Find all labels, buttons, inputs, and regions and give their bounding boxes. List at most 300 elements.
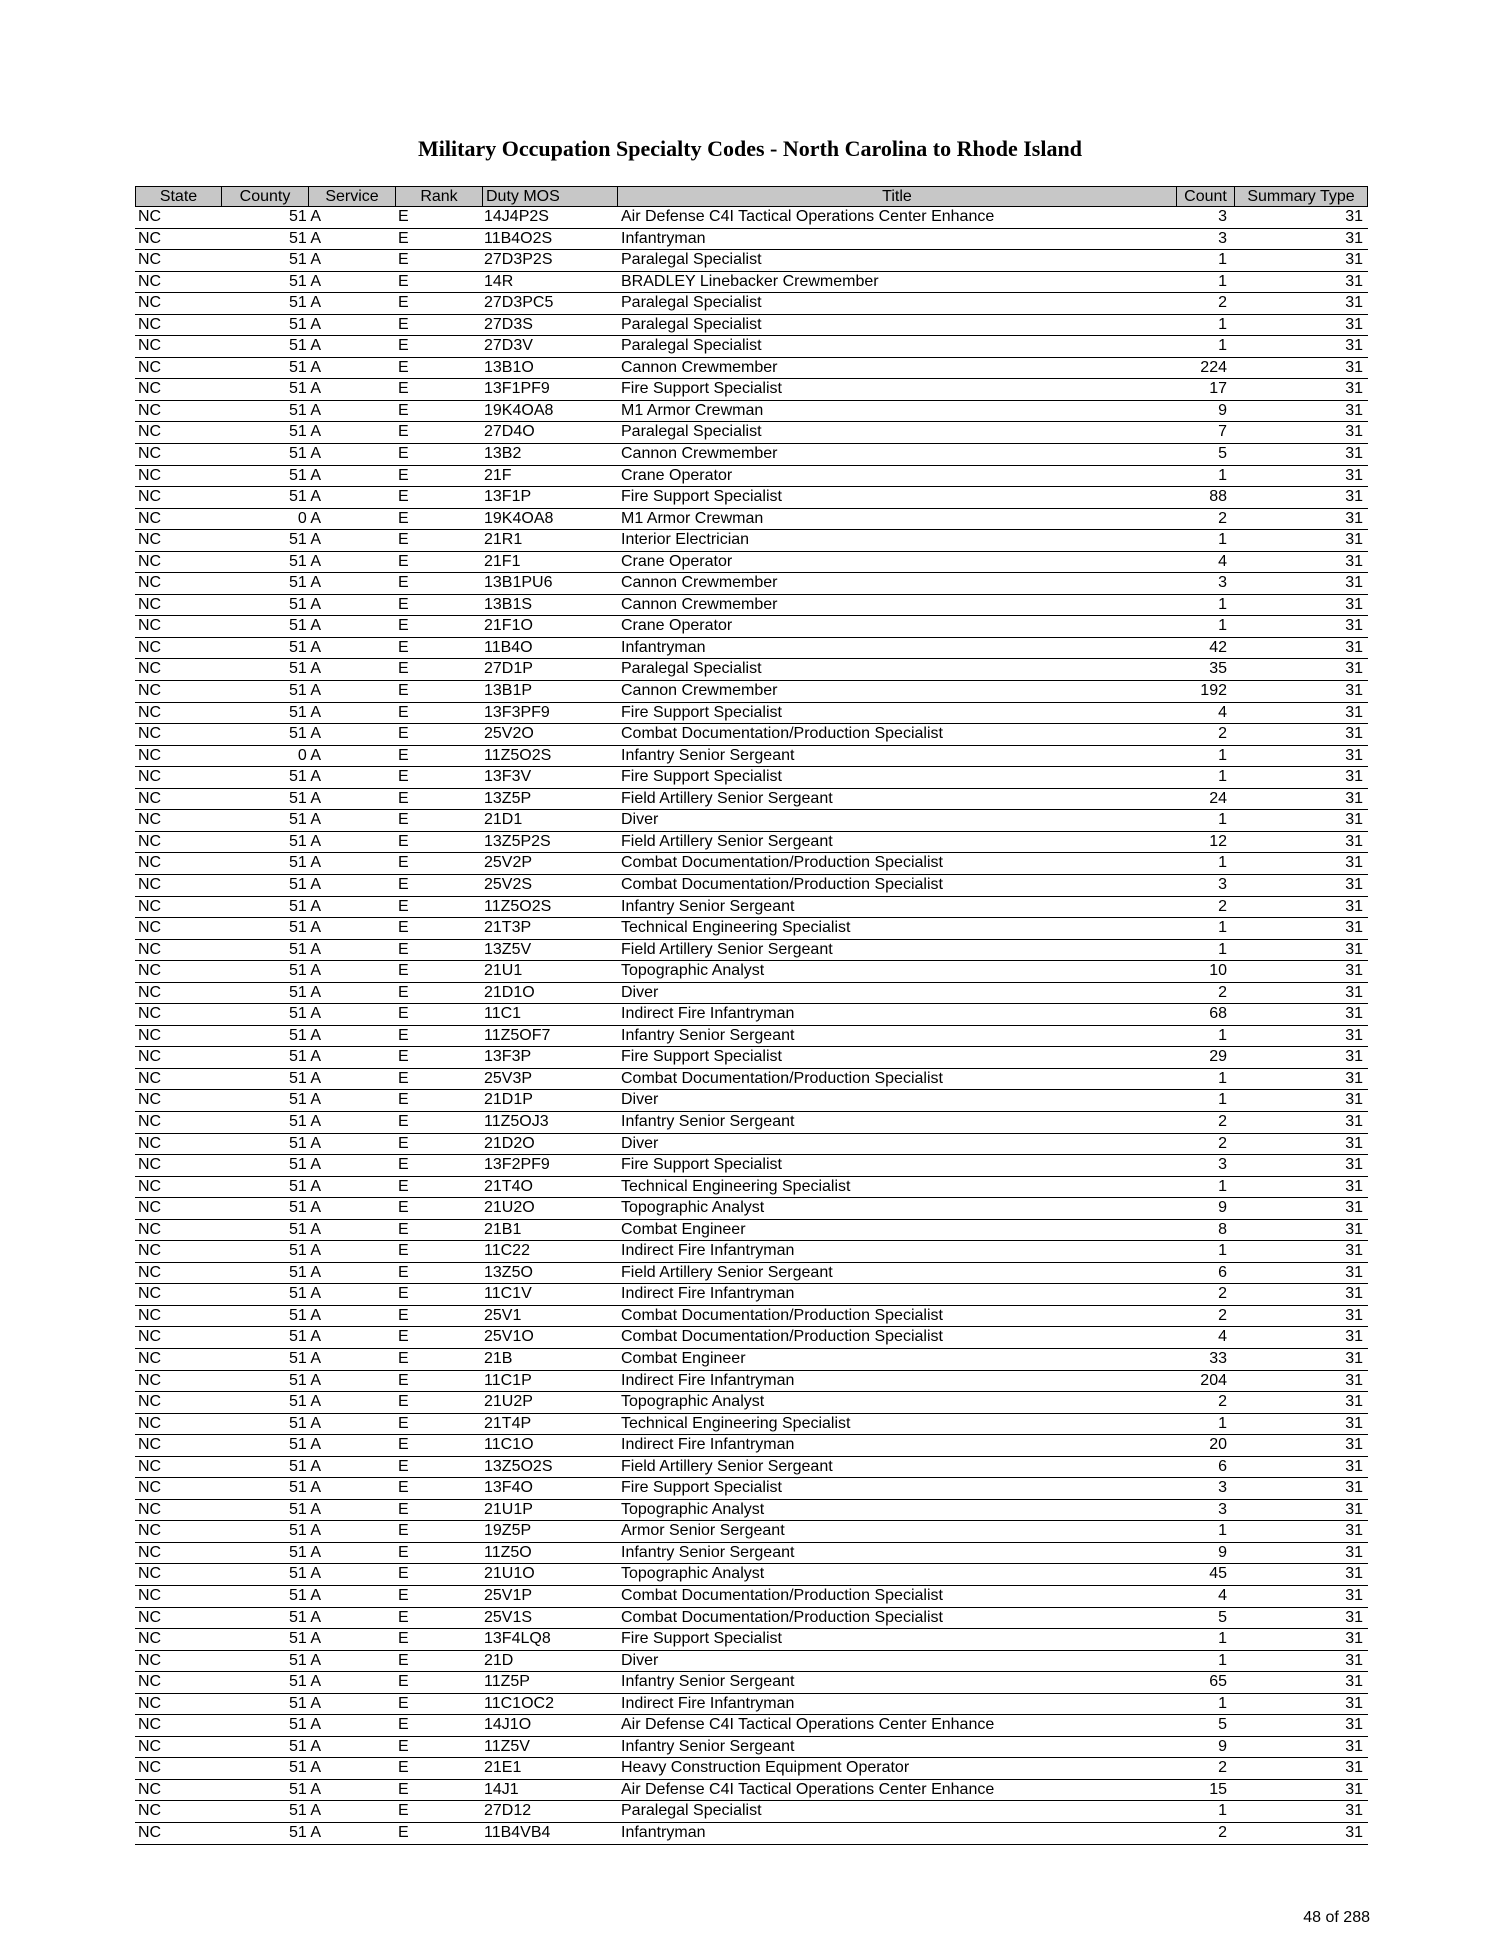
cell-summary-type: 31 — [1345, 703, 1363, 721]
table-row — [135, 789, 1368, 811]
cell-duty-mos: 27D3S — [484, 315, 533, 333]
cell-summary-type: 31 — [1345, 1414, 1363, 1432]
cell-count: 3 — [1218, 1156, 1227, 1174]
cell-duty-mos: 21F — [484, 466, 512, 484]
cell-duty-mos: 21U1O — [484, 1565, 535, 1583]
cell-county-service: 51 A — [288, 1673, 321, 1691]
cell-count: 4 — [1218, 552, 1227, 570]
cell-duty-mos: 11Z5O — [484, 1543, 532, 1561]
cell-county-service: 51 A — [288, 1306, 321, 1324]
cell-count: 10 — [1209, 962, 1227, 980]
cell-title: Cannon Crewmember — [621, 358, 778, 376]
cell-summary-type: 31 — [1345, 401, 1363, 419]
table-row — [135, 1758, 1368, 1780]
cell-rank: E — [398, 531, 409, 549]
cell-rank: E — [398, 1134, 409, 1152]
table-row — [135, 1306, 1368, 1328]
cell-count: 88 — [1209, 488, 1227, 506]
table-row — [135, 1564, 1368, 1586]
cell-duty-mos: 25V1S — [484, 1608, 533, 1626]
cell-summary-type: 31 — [1345, 272, 1363, 290]
cell-county-service: 51 A — [288, 380, 321, 398]
cell-state: NC — [138, 768, 162, 786]
cell-summary-type: 31 — [1345, 1780, 1363, 1798]
cell-rank: E — [398, 962, 409, 980]
table-row — [135, 638, 1368, 660]
cell-summary-type: 31 — [1345, 1393, 1363, 1411]
cell-rank: E — [398, 1716, 409, 1734]
cell-summary-type: 31 — [1345, 595, 1363, 613]
cell-title: Fire Support Specialist — [621, 488, 782, 506]
cell-summary-type: 31 — [1345, 1156, 1363, 1174]
cell-county-service: 51 A — [288, 1824, 321, 1842]
cell-duty-mos: 21T3P — [484, 919, 532, 937]
cell-summary-type: 31 — [1345, 466, 1363, 484]
cell-summary-type: 31 — [1345, 1285, 1363, 1303]
cell-state: NC — [138, 1285, 162, 1303]
cell-duty-mos: 21F1 — [484, 552, 521, 570]
cell-count: 3 — [1218, 1479, 1227, 1497]
cell-count: 1 — [1218, 1651, 1227, 1669]
cell-duty-mos: 11Z5OF7 — [484, 1026, 551, 1044]
cell-count: 7 — [1218, 423, 1227, 441]
table-row — [135, 229, 1368, 251]
cell-state: NC — [138, 1199, 162, 1217]
table-row — [135, 918, 1368, 940]
cell-title: Indirect Fire Infantryman — [621, 1242, 795, 1260]
cell-duty-mos: 27D3P2S — [484, 251, 553, 269]
table-row — [135, 659, 1368, 681]
cell-state: NC — [138, 660, 162, 678]
cell-county-service: 51 A — [288, 811, 321, 829]
cell-county-service: 51 A — [288, 1759, 321, 1777]
cell-title: Technical Engineering Specialist — [621, 1177, 851, 1195]
table-row — [135, 1651, 1368, 1673]
cell-county-service: 51 A — [288, 1069, 321, 1087]
cell-title: Technical Engineering Specialist — [621, 1414, 851, 1432]
cell-count: 1 — [1218, 1694, 1227, 1712]
table-row — [135, 897, 1368, 919]
cell-summary-type: 31 — [1345, 1134, 1363, 1152]
column-header-title: Title — [618, 187, 1177, 206]
table-header — [135, 186, 1368, 207]
cell-state: NC — [138, 1177, 162, 1195]
cell-duty-mos: 21U1 — [484, 962, 523, 980]
cell-count: 35 — [1209, 660, 1227, 678]
cell-duty-mos: 13Z5P — [484, 789, 532, 807]
cell-count: 1 — [1218, 1026, 1227, 1044]
cell-county-service: 51 A — [288, 832, 321, 850]
cell-duty-mos: 21D2O — [484, 1134, 535, 1152]
cell-count: 2 — [1218, 294, 1227, 312]
cell-rank: E — [398, 1112, 409, 1130]
cell-duty-mos: 13F4O — [484, 1479, 533, 1497]
cell-rank: E — [398, 1069, 409, 1087]
cell-state: NC — [138, 445, 162, 463]
cell-count: 3 — [1218, 574, 1227, 592]
cell-county-service: 51 A — [288, 1651, 321, 1669]
cell-rank: E — [398, 1673, 409, 1691]
table-row — [135, 1521, 1368, 1543]
cell-title: Paralegal Specialist — [621, 423, 762, 441]
cell-county-service: 51 A — [288, 897, 321, 915]
cell-count: 1 — [1218, 531, 1227, 549]
cell-count: 2 — [1218, 1285, 1227, 1303]
cell-summary-type: 31 — [1345, 208, 1363, 225]
cell-count: 20 — [1209, 1436, 1227, 1454]
cell-county-service: 51 A — [288, 1026, 321, 1044]
cell-state: NC — [138, 1112, 162, 1130]
cell-duty-mos: 13B1O — [484, 358, 534, 376]
cell-title: Field Artillery Senior Sergeant — [621, 789, 833, 807]
cell-county-service: 0 A — [297, 746, 321, 764]
cell-summary-type: 31 — [1345, 1371, 1363, 1389]
cell-count: 1 — [1218, 251, 1227, 269]
cell-duty-mos: 11C1OC2 — [484, 1694, 554, 1712]
table-row — [135, 207, 1368, 229]
cell-title: Crane Operator — [621, 552, 733, 570]
cell-title: Infantry Senior Sergeant — [621, 1737, 795, 1755]
cell-summary-type: 31 — [1345, 1587, 1363, 1604]
table-row — [135, 1198, 1368, 1220]
cell-title: Paralegal Specialist — [621, 660, 762, 678]
table-row — [135, 1134, 1368, 1156]
cell-county-service: 51 A — [288, 1436, 321, 1454]
cell-rank: E — [398, 445, 409, 463]
cell-state: NC — [138, 1608, 162, 1626]
cell-county-service: 51 A — [288, 854, 321, 872]
cell-rank: E — [398, 1328, 409, 1346]
cell-rank: E — [398, 358, 409, 376]
cell-rank: E — [398, 789, 409, 807]
cell-rank: E — [398, 832, 409, 850]
cell-count: 9 — [1218, 401, 1227, 419]
cell-duty-mos: 13B1PU6 — [484, 574, 553, 592]
cell-summary-type: 31 — [1345, 1522, 1363, 1540]
cell-summary-type: 31 — [1345, 1005, 1363, 1023]
cell-title: Combat Documentation/Production Specialist — [621, 1328, 943, 1346]
cell-title: Combat Documentation/Production Specialist — [621, 1069, 943, 1087]
cell-duty-mos: 11B4VB4 — [484, 1824, 551, 1842]
cell-rank: E — [398, 1091, 409, 1109]
table-row — [135, 530, 1368, 552]
cell-state: NC — [138, 703, 162, 721]
cell-county-service: 51 A — [288, 1543, 321, 1561]
cell-summary-type: 31 — [1345, 1177, 1363, 1195]
cell-title: Infantry Senior Sergeant — [621, 1543, 795, 1561]
cell-rank: E — [398, 509, 409, 527]
cell-count: 2 — [1218, 509, 1227, 527]
cell-count: 3 — [1218, 229, 1227, 247]
cell-count: 204 — [1200, 1371, 1227, 1389]
cell-title: Cannon Crewmember — [621, 682, 778, 700]
cell-county-service: 51 A — [288, 919, 321, 937]
cell-state: NC — [138, 552, 162, 570]
cell-title: Indirect Fire Infantryman — [621, 1694, 795, 1712]
cell-state: NC — [138, 1651, 162, 1669]
cell-rank: E — [398, 595, 409, 613]
cell-duty-mos: 21U1P — [484, 1500, 533, 1518]
cell-summary-type: 31 — [1345, 1242, 1363, 1260]
cell-county-service: 51 A — [288, 725, 321, 743]
cell-title: Infantryman — [621, 638, 706, 656]
cell-state: NC — [138, 1026, 162, 1044]
cell-rank: E — [398, 897, 409, 915]
cell-state: NC — [138, 1479, 162, 1497]
cell-county-service: 51 A — [288, 660, 321, 678]
cell-duty-mos: 21T4P — [484, 1414, 532, 1432]
cell-summary-type: 31 — [1345, 1630, 1363, 1648]
cell-county-service: 51 A — [288, 595, 321, 613]
cell-count: 1 — [1218, 768, 1227, 786]
cell-county-service: 51 A — [288, 1479, 321, 1497]
cell-title: Air Defense C4I Tactical Operations Center Enhance — [621, 208, 995, 225]
cell-summary-type: 31 — [1345, 746, 1363, 764]
cell-title: Fire Support Specialist — [621, 1156, 782, 1174]
table-row — [135, 1004, 1368, 1026]
cell-county-service: 51 A — [288, 1091, 321, 1109]
cell-duty-mos: 11B4O2S — [484, 229, 553, 247]
cell-summary-type: 31 — [1345, 1802, 1363, 1820]
cell-duty-mos: 11C1V — [484, 1285, 532, 1303]
cell-rank: E — [398, 1565, 409, 1583]
cell-duty-mos: 13F4LQ8 — [484, 1630, 551, 1648]
cell-count: 9 — [1218, 1199, 1227, 1217]
cell-count: 1 — [1218, 919, 1227, 937]
cell-state: NC — [138, 251, 162, 269]
cell-county-service: 51 A — [288, 1177, 321, 1195]
cell-duty-mos: 27D3V — [484, 337, 533, 355]
cell-duty-mos: 11C1O — [484, 1436, 534, 1454]
cell-rank: E — [398, 703, 409, 721]
cell-title: Infantry Senior Sergeant — [621, 746, 795, 764]
cell-count: 2 — [1218, 1824, 1227, 1842]
cell-summary-type: 31 — [1345, 1069, 1363, 1087]
table-row — [135, 358, 1368, 380]
cell-county-service: 51 A — [288, 251, 321, 269]
cell-duty-mos: 14R — [484, 272, 514, 290]
table-row — [135, 1069, 1368, 1091]
cell-rank: E — [398, 1156, 409, 1174]
cell-state: NC — [138, 1069, 162, 1087]
cell-state: NC — [138, 1349, 162, 1367]
cell-rank: E — [398, 660, 409, 678]
cell-state: NC — [138, 1737, 162, 1755]
cell-duty-mos: 21T4O — [484, 1177, 533, 1195]
cell-duty-mos: 21R1 — [484, 531, 523, 549]
cell-count: 1 — [1218, 595, 1227, 613]
cell-title: Field Artillery Senior Sergeant — [621, 1457, 833, 1475]
cell-duty-mos: 13F3PF9 — [484, 703, 550, 721]
table-row — [135, 983, 1368, 1005]
cell-summary-type: 31 — [1345, 552, 1363, 570]
cell-state: NC — [138, 832, 162, 850]
cell-duty-mos: 19K4OA8 — [484, 509, 554, 527]
cell-county-service: 51 A — [288, 1522, 321, 1540]
cell-count: 224 — [1200, 358, 1227, 376]
cell-title: Topographic Analyst — [621, 1565, 765, 1583]
cell-count: 1 — [1218, 1242, 1227, 1260]
cell-title: Infantry Senior Sergeant — [621, 1673, 795, 1691]
cell-county-service: 51 A — [288, 445, 321, 463]
cell-count: 5 — [1218, 1716, 1227, 1734]
cell-county-service: 51 A — [288, 1694, 321, 1712]
cell-summary-type: 31 — [1345, 1026, 1363, 1044]
cell-rank: E — [398, 294, 409, 312]
cell-county-service: 51 A — [288, 703, 321, 721]
cell-count: 1 — [1218, 811, 1227, 829]
cell-title: Combat Documentation/Production Specialist — [621, 1587, 943, 1604]
cell-county-service: 51 A — [288, 1112, 321, 1130]
cell-rank: E — [398, 682, 409, 700]
cell-county-service: 51 A — [288, 401, 321, 419]
cell-rank: E — [398, 1608, 409, 1626]
page-title: Military Occupation Specialty Codes - North Carolina to Rhode Island — [418, 136, 1082, 161]
cell-rank: E — [398, 1026, 409, 1044]
cell-county-service: 0 A — [297, 509, 321, 527]
cell-state: NC — [138, 1005, 162, 1023]
cell-duty-mos: 13F3P — [484, 1048, 532, 1066]
cell-county-service: 51 A — [288, 229, 321, 247]
cell-count: 1 — [1218, 337, 1227, 355]
cell-rank: E — [398, 1005, 409, 1023]
cell-title: Diver — [621, 811, 659, 829]
cell-title: M1 Armor Crewman — [621, 509, 764, 527]
cell-title: Paralegal Specialist — [621, 1802, 762, 1820]
table-body — [135, 207, 1368, 1845]
cell-state: NC — [138, 1824, 162, 1842]
table-row — [135, 1155, 1368, 1177]
cell-duty-mos: 21U2P — [484, 1393, 533, 1411]
cell-title: Field Artillery Senior Sergeant — [621, 832, 833, 850]
cell-county-service: 51 A — [288, 1393, 321, 1411]
cell-count: 8 — [1218, 1220, 1227, 1238]
table-row — [135, 1608, 1368, 1630]
table-row — [135, 616, 1368, 638]
cell-duty-mos: 21D — [484, 1651, 514, 1669]
cell-rank: E — [398, 1500, 409, 1518]
cell-count: 42 — [1209, 638, 1227, 656]
cell-duty-mos: 11Z5O2S — [484, 746, 552, 764]
cell-duty-mos: 19Z5P — [484, 1522, 532, 1540]
cell-state: NC — [138, 1522, 162, 1540]
cell-county-service: 51 A — [288, 638, 321, 656]
cell-state: NC — [138, 1048, 162, 1066]
mos-table — [135, 186, 1368, 1845]
cell-state: NC — [138, 1156, 162, 1174]
cell-state: NC — [138, 1673, 162, 1691]
table-row — [135, 1177, 1368, 1199]
table-row — [135, 1414, 1368, 1436]
cell-county-service: 51 A — [288, 1242, 321, 1260]
cell-summary-type: 31 — [1345, 1694, 1363, 1712]
cell-count: 3 — [1218, 875, 1227, 893]
cell-summary-type: 31 — [1345, 897, 1363, 915]
column-header-state: State — [136, 187, 222, 206]
cell-state: NC — [138, 1694, 162, 1712]
cell-title: Indirect Fire Infantryman — [621, 1436, 795, 1454]
cell-summary-type: 31 — [1345, 423, 1363, 441]
cell-rank: E — [398, 983, 409, 1001]
cell-summary-type: 31 — [1345, 962, 1363, 980]
cell-title: Armor Senior Sergeant — [621, 1522, 785, 1540]
cell-title: Topographic Analyst — [621, 962, 765, 980]
cell-state: NC — [138, 1565, 162, 1583]
table-row — [135, 293, 1368, 315]
cell-state: NC — [138, 1759, 162, 1777]
cell-rank: E — [398, 617, 409, 635]
cell-county-service: 51 A — [288, 1263, 321, 1281]
cell-rank: E — [398, 466, 409, 484]
cell-count: 1 — [1218, 1802, 1227, 1820]
cell-rank: E — [398, 1737, 409, 1755]
cell-state: NC — [138, 208, 162, 225]
cell-state: NC — [138, 962, 162, 980]
cell-state: NC — [138, 811, 162, 829]
cell-count: 2 — [1218, 725, 1227, 743]
cell-title: Indirect Fire Infantryman — [621, 1005, 795, 1023]
cell-count: 1 — [1218, 466, 1227, 484]
cell-count: 4 — [1218, 1587, 1227, 1604]
cell-title: Paralegal Specialist — [621, 251, 762, 269]
cell-county-service: 51 A — [288, 1780, 321, 1798]
cell-rank: E — [398, 1393, 409, 1411]
cell-summary-type: 31 — [1345, 682, 1363, 700]
table-row — [135, 1220, 1368, 1242]
cell-summary-type: 31 — [1345, 875, 1363, 893]
cell-count: 12 — [1209, 832, 1227, 850]
cell-duty-mos: 14J1O — [484, 1716, 532, 1734]
cell-title: Indirect Fire Infantryman — [621, 1371, 795, 1389]
cell-count: 2 — [1218, 1759, 1227, 1777]
cell-county-service: 51 A — [288, 423, 321, 441]
cell-title: Topographic Analyst — [621, 1199, 765, 1217]
cell-duty-mos: 14J1 — [484, 1780, 519, 1798]
cell-duty-mos: 11C1 — [484, 1005, 522, 1023]
table-row — [135, 1478, 1368, 1500]
cell-duty-mos: 13B1P — [484, 682, 533, 700]
cell-duty-mos: 21B1 — [484, 1220, 522, 1238]
cell-county-service: 51 A — [288, 574, 321, 592]
cell-rank: E — [398, 638, 409, 656]
cell-rank: E — [398, 423, 409, 441]
cell-state: NC — [138, 638, 162, 656]
cell-rank: E — [398, 1802, 409, 1820]
cell-count: 24 — [1209, 789, 1227, 807]
cell-state: NC — [138, 272, 162, 290]
cell-summary-type: 31 — [1345, 380, 1363, 398]
table-row — [135, 1392, 1368, 1414]
cell-county-service: 51 A — [288, 1630, 321, 1648]
cell-count: 4 — [1218, 1328, 1227, 1346]
cell-duty-mos: 21D1 — [484, 811, 523, 829]
cell-state: NC — [138, 1630, 162, 1648]
cell-county-service: 51 A — [288, 617, 321, 635]
cell-duty-mos: 11C22 — [484, 1242, 530, 1260]
cell-title: Crane Operator — [621, 617, 733, 635]
cell-duty-mos: 13Z5O — [484, 1263, 533, 1281]
table-row — [135, 336, 1368, 358]
cell-count: 17 — [1209, 380, 1227, 398]
cell-county-service: 51 A — [288, 1608, 321, 1626]
cell-title: Infantryman — [621, 1824, 706, 1842]
cell-title: Combat Documentation/Production Specialist — [621, 854, 943, 872]
cell-count: 1 — [1218, 854, 1227, 872]
cell-duty-mos: 11Z5P — [484, 1673, 530, 1691]
cell-title: Topographic Analyst — [621, 1500, 765, 1518]
cell-count: 1 — [1218, 1522, 1227, 1540]
cell-count: 1 — [1218, 1091, 1227, 1109]
